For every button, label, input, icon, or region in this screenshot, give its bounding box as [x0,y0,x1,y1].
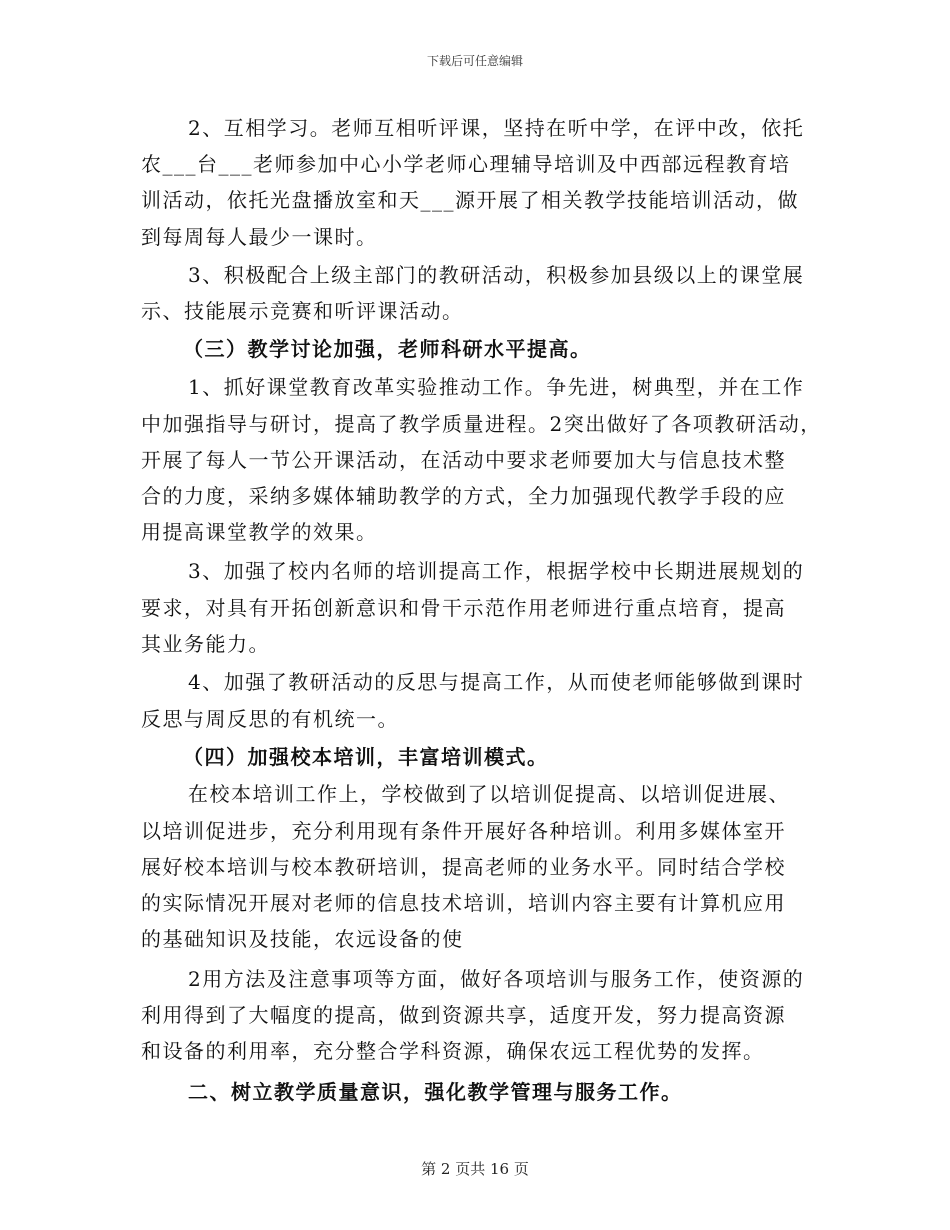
section-heading: 二、树立教学质量意识，强化教学管理与服务工作。 [188,1080,683,1104]
paragraph-line: 的实际情况开展对老师的信息技术培训，培训内容主要有计算机应用 [141,891,786,915]
paragraph-line: 以培训促进步，充分利用现有条件开展好各种培训。利用多媒体室开 [141,819,786,843]
paragraph-line: 3、积极配合上级主部门的教研活动，积极参加县级以上的课堂展 [188,263,805,287]
paragraph-line: 3、加强了校内名师的培训提高工作，根据学校中长期进展规划的 [188,559,805,583]
paragraph-line: 1、抓好课堂教育改革实验推动工作。争先进，树典型，并在工作 [188,375,805,399]
section-heading: （三）教学讨论加强，老师科研水平提高。 [183,337,592,361]
page-footer: 第 2 页共 16 页 [421,1160,529,1178]
paragraph-line: 训活动，依托光盘播放室和天___源开展了相关教学技能培训活动，做 [141,188,799,212]
paragraph-line: 2用方法及注意事项等方面，做好各项培训与服务工作，使资源的 [188,967,805,991]
section-heading: （四）加强校本培训，丰富培训模式。 [183,745,549,769]
paragraph-line: 其业务能力。 [141,632,270,656]
paragraph-line: 到每周每人最少一课时。 [141,225,378,249]
paragraph-line: 农___台___老师参加中心小学老师心理辅导培训及中西部远程教育培 [141,152,791,176]
page-header: 下载后可任意编辑 [426,54,523,68]
paragraph-line: 2、互相学习。老师互相听评课，坚持在听中学，在评中改，依托 [188,116,805,140]
paragraph-line: 中加强指导与研讨，提高了教学质量进程。2突出做好了各项教研活动， [141,412,822,436]
paragraph-line: 开展了每人一节公开课活动，在活动中要求老师要加大与信息技术整 [141,448,786,472]
paragraph-line: 4、加强了教研活动的反思与提高工作，从而使老师能够做到课时 [188,670,805,694]
paragraph-line: 合的力度，采纳多媒体辅助教学的方式，全力加强现代教学手段的应 [141,484,786,508]
paragraph-line: 利用得到了大幅度的提高，做到资源共享，适度开发，努力提高资源 [141,1003,786,1027]
paragraph-line: 和设备的利用率，充分整合学科资源，确保农远工程优势的发挥。 [141,1039,765,1063]
paragraph-line: 展好校本培训与校本教研培训，提高老师的业务水平。同时结合学校 [141,855,786,879]
paragraph-line: 的基础知识及技能，农远设备的使 [141,927,464,951]
paragraph-line: 用提高课堂教学的效果。 [141,520,378,544]
paragraph-line: 示、技能展示竞赛和听评课活动。 [141,299,464,323]
paragraph-line: 在校本培训工作上，学校做到了以培训促提高、以培训促进展、 [188,782,790,806]
paragraph-line: 要求，对具有开拓创新意识和骨干示范作用老师进行重点培育，提高 [141,596,786,620]
paragraph-line: 反思与周反思的有机统一。 [141,707,399,731]
